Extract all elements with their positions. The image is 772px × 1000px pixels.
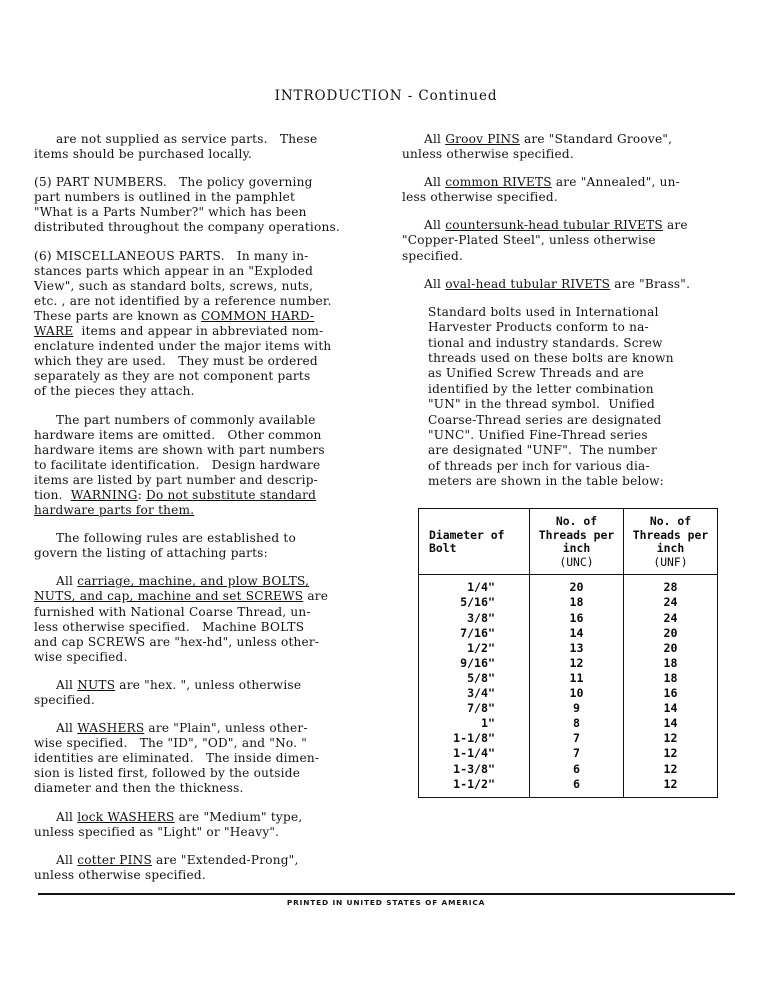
cell-diameter: 1-3/8" [419,762,530,777]
footer-divider [38,893,735,895]
table-head [419,509,718,575]
paragraph-text: The part numbers of commonly available hardware items are omitted. Other common hardware items are shown with part numbers to facilitate identification. Design hardware items are listed by part number and descrip- tion. [34,412,325,502]
cell-unc: 8 [530,716,624,731]
paragraph-text: All [56,721,78,736]
cell-unf: 16 [624,686,718,701]
cell-diameter: 1/2" [419,641,530,656]
cell-unc: 20 [530,575,624,596]
page-title: INTRODUCTION - Continued [274,88,498,104]
paragraph-text: items and appear in abbreviated nom- enclature indented under the major items with which they are used. They must be ordered separately as they are not component parts of the pieces they attach. [34,324,332,399]
table-row [419,611,718,626]
column-header-unf-main: No. of Threads per inch [632,514,709,556]
cell-unc: 10 [530,686,624,701]
thread-table-container [418,508,718,798]
cell-diameter: 1-1/8" [419,731,530,746]
paragraph-groov-pins [402,132,738,162]
cell-unf: 20 [624,641,718,656]
table-row [419,656,718,671]
emphasis-common-rivets: common RIVETS [445,175,552,190]
cell-unc: 18 [530,595,624,610]
left-text-column [34,132,368,883]
table-row [419,686,718,701]
cell-unc: 6 [530,777,624,798]
paragraph-text: are "Plain", unless other- wise specified. The "ID", "OD", and "No. " identities are eliminated. The inside dimen- sion is listed first, followed by the outside diameter and then the thickness. [34,721,320,796]
paragraph-text: The following rules are established to govern the listing of attaching parts: [34,531,297,561]
right-text-column [402,132,738,490]
paragraph-text: (6) MISCELLANEOUS PARTS. In many in- stances parts which appear in an "Exploded View", such as standard bolts, screws, nuts, etc. , are not identified by a reference number. These parts are known as [34,248,332,323]
paragraph-service-parts [34,132,368,162]
paragraph-text: are "hex. ", unless otherwise specified. [34,677,302,707]
cell-unf: 28 [624,575,718,596]
paragraph-countersunk-rivets [402,218,738,263]
cell-unc: 16 [530,611,624,626]
emphasis-warning: WARNING [70,487,138,502]
paragraph-text: are "Extended-Prong", unless otherwise specified. [34,852,299,882]
table-row [419,777,718,798]
emphasis-common-hardware: COMMON HARD- WARE [34,308,315,339]
cell-unc: 7 [530,746,624,761]
cell-unc: 13 [530,641,624,656]
emphasis-washers: WASHERS [77,721,145,736]
paragraph-text: All [424,175,446,190]
column-header-unf [624,509,718,575]
cell-diameter: 1" [419,716,530,731]
emphasis-do-not-substitute: Do not substitute standard hardware parts for them. [34,487,317,518]
column-header-unc-sub: (UNC) [559,554,594,569]
paragraph-text: All [424,218,446,233]
paragraph-text: All [424,132,446,146]
paragraph-common-rivets [402,175,738,205]
paragraph-text: (5) PART NUMBERS. The policy governing part numbers is outlined in the pamphlet "What is a Parts Number?" which has been distributed throughout the company operations. [34,175,340,235]
paragraph-cotter-pins [34,853,368,883]
paragraph-part-numbers [34,175,368,235]
paragraph-text: All [56,809,78,824]
table-row [419,575,718,596]
table-row [419,731,718,746]
cell-diameter: 1-1/2" [419,777,530,798]
cell-diameter: 3/8" [419,611,530,626]
cell-unf: 20 [624,626,718,641]
cell-diameter: 3/4" [419,686,530,701]
paragraph-miscellaneous-parts [34,249,368,400]
table-row [419,746,718,761]
cell-unf: 12 [624,777,718,798]
cell-unc: 7 [530,731,624,746]
table-header-row [419,509,718,575]
cell-unf: 12 [624,746,718,761]
paragraph-text: are "Standard Groove", unless otherwise specified. [402,132,673,162]
paragraph-text: are not supplied as service parts. These items should be purchased locally. [34,132,318,162]
cell-unf: 12 [624,731,718,746]
paragraph-nuts [34,678,368,708]
table-row [419,716,718,731]
paragraph-washers [34,721,368,796]
paragraph-following-rules [34,531,368,561]
paragraph-text: are furnished with National Coarse Thread, un- less otherwise specified. Machine BOLTS and cap SCREWS are "hex-hd", unless other- wise specified. [34,589,329,664]
threads-per-inch-table [418,508,718,798]
cell-unf: 24 [624,611,718,626]
table-body [419,575,718,797]
paragraph-text: All [56,852,78,867]
emphasis-oval-head-rivets: oval-head tubular RIVETS [445,276,611,291]
paragraph-oval-head-rivets [402,277,738,292]
table-row [419,626,718,641]
emphasis-cotter-pins: cotter PINS [77,852,152,867]
cell-unc: 14 [530,626,624,641]
cell-unf: 18 [624,671,718,686]
cell-diameter: 1/4" [419,575,530,596]
emphasis-groov-pins: Groov PINS [445,132,520,146]
cell-diameter: 7/16" [419,626,530,641]
emphasis-countersunk-rivets: countersunk-head tubular RIVETS [445,218,663,233]
emphasis-nuts: NUTS [77,677,116,692]
column-header-diameter: Diameter of Bolt [419,509,530,575]
cell-diameter: 5/8" [419,671,530,686]
paragraph-lock-washers [34,810,368,840]
paragraph-text: All [424,276,446,291]
table-row [419,641,718,656]
cell-unf: 18 [624,656,718,671]
cell-diameter: 7/8" [419,701,530,716]
cell-unf: 12 [624,762,718,777]
paragraph-hardware-omitted [34,413,368,519]
emphasis-bolts-nuts-screws: carriage, machine, and plow BOLTS, NUTS, and cap, machine and set SCREWS [34,574,310,604]
cell-unf: 14 [624,716,718,731]
table-row [419,701,718,716]
cell-unc: 6 [530,762,624,777]
cell-diameter: 5/16" [419,595,530,610]
column-header-unc [530,509,624,575]
paragraph-text: are "Medium" type, unless specified as "Light" or "Heavy". [34,809,303,839]
paragraph-text: : [137,487,147,502]
paragraph-text: are "Brass". [610,276,691,291]
table-row [419,762,718,777]
paragraph-text: are "Annealed", un- less otherwise specified. [402,175,680,205]
cell-diameter: 1-1/4" [419,746,530,761]
column-header-unf-sub: (UNF) [653,554,688,569]
paragraph-text: All [56,574,78,589]
cell-unc: 9 [530,701,624,716]
cell-diameter: 9/16" [419,656,530,671]
paragraph-bolts-nuts-screws [34,574,368,665]
table-row [419,671,718,686]
paragraph-text: are "Copper-Plated Steel", unless otherwise specified. [402,218,688,263]
cell-unc: 11 [530,671,624,686]
cell-unf: 14 [624,701,718,716]
cell-unf: 24 [624,595,718,610]
column-header-unc-main: No. of Threads per inch [538,514,615,556]
paragraph-text: All [56,677,78,692]
paragraph-text: Standard bolts used in International Harvester Products conform to na- tional and industry standards. Screw threads used on these bolts are known as Unified Screw Threads and are identified by the letter combination "UN" in the thread symbol. Unified Coarse-Thread series are designated "UNC". Unified Fine-Thread series are designated "UNF". The number of threads per inch for various dia- meters are shown in the table below: [428,304,674,489]
table-row [419,595,718,610]
emphasis-lock-washers: lock WASHERS [77,809,175,824]
footer-print-notice: PRINTED IN UNITED STATES OF AMERICA [286,898,486,907]
cell-unc: 12 [530,656,624,671]
paragraph-standard-bolts [428,305,724,490]
